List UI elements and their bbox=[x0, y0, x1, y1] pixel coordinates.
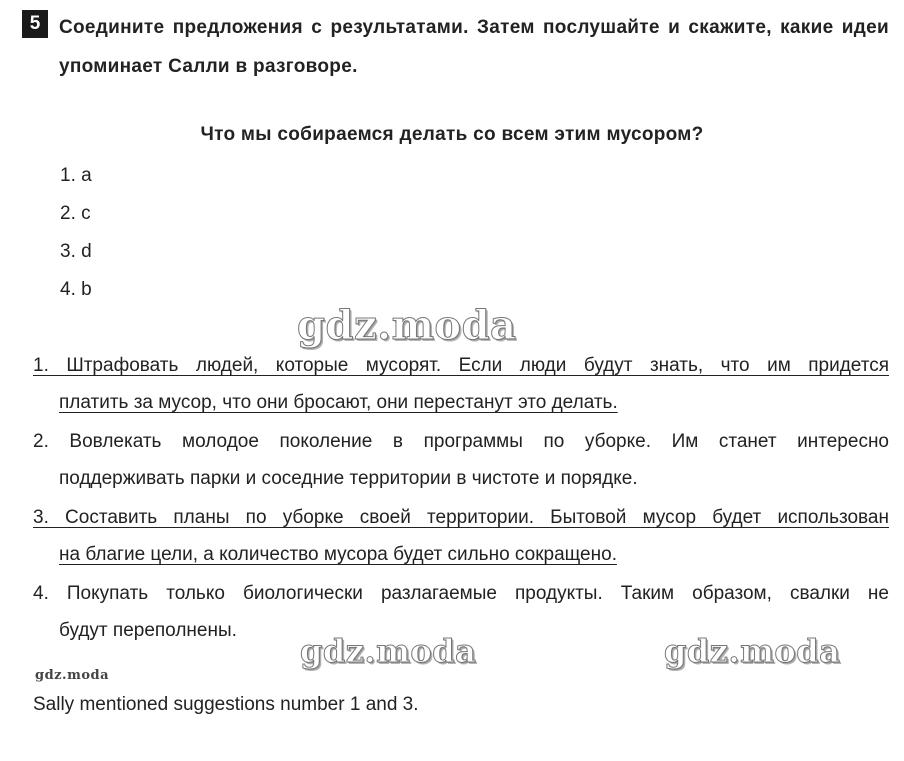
suggestion-line: 3. Составить планы по уборке своей территории. Бытовой мусор будет использован bbox=[33, 507, 889, 528]
answer-item: 3. d bbox=[60, 241, 92, 262]
watermark: gdz.moda bbox=[664, 632, 841, 670]
watermark: gdz.moda bbox=[35, 668, 110, 683]
answer-item: 1. a bbox=[60, 165, 92, 186]
suggestion-line bbox=[33, 384, 889, 421]
conclusion-text: Sally mentioned suggestions number 1 and 3. bbox=[33, 694, 419, 715]
suggestion-line: будут переполнены. bbox=[59, 620, 237, 641]
answer-list bbox=[60, 159, 92, 311]
suggestion-3 bbox=[33, 499, 889, 573]
suggestion-line: 2. Вовлекать молодое поколение в программы по уборке. Им станет интересно bbox=[33, 431, 889, 452]
suggestion-1 bbox=[33, 347, 889, 421]
suggestion-line: 1. Штрафовать людей, которые мусорят. Если люди будут знать, что им придется bbox=[33, 355, 889, 376]
suggestion-line bbox=[33, 536, 889, 573]
section-heading: Что мы собираемся делать со всем этим мусором? bbox=[200, 124, 704, 145]
suggestion-line: поддерживать парки и соседние территории в чистоте и порядке. bbox=[59, 468, 638, 489]
answer-item: 2. c bbox=[60, 203, 91, 224]
suggestion-2 bbox=[33, 423, 889, 497]
suggestion-text: платить за мусор, что они бросают, они перестанут это делать. bbox=[59, 392, 618, 413]
task-number-badge: 5 bbox=[22, 10, 48, 38]
watermark: gdz.moda bbox=[300, 632, 477, 670]
watermark: gdz.moda bbox=[297, 302, 517, 349]
suggestion-line: 4. Покупать только биологически разлагаемые продукты. Таким образом, свалки не bbox=[33, 583, 889, 604]
suggestion-text: на благие цели, а количество мусора будет сильно сокращено. bbox=[59, 544, 617, 565]
answer-item: 4. b bbox=[60, 279, 92, 300]
task-instruction: Соедините предложения с результатами. Затем послушайте и скажите, какие идеи упоминает Салли в разговоре. bbox=[59, 17, 889, 77]
